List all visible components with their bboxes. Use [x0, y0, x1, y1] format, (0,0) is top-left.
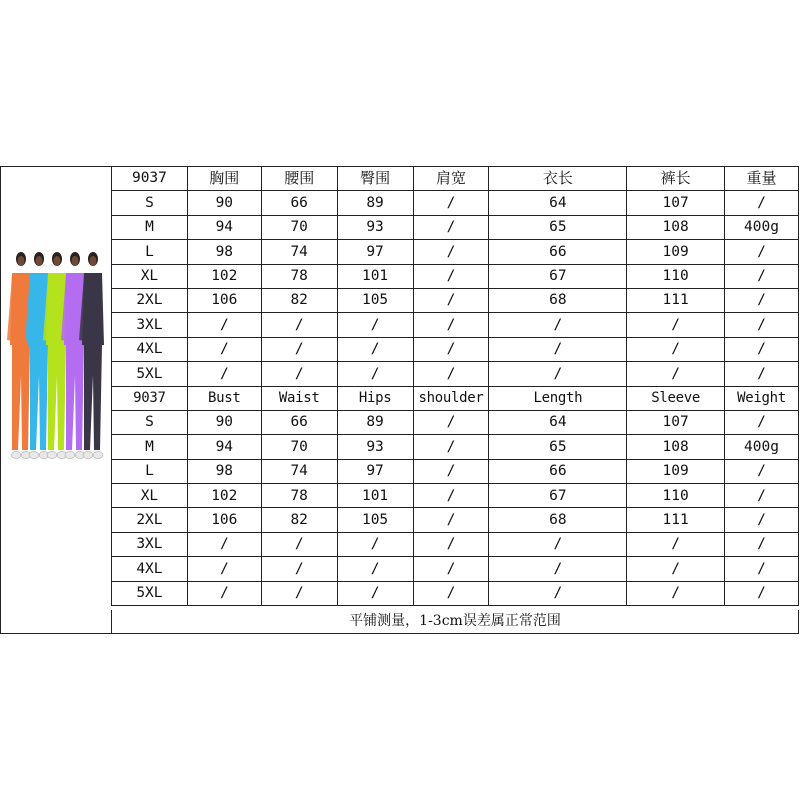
table-row — [112, 288, 799, 312]
table-cell: 64 — [489, 410, 627, 434]
table-cell: / — [725, 508, 799, 532]
table-cell: 68 — [489, 288, 627, 312]
header-row-en — [112, 386, 799, 410]
table-cell: / — [413, 484, 489, 508]
table-cell: 67 — [489, 264, 627, 288]
column-header: 9037 — [112, 167, 188, 191]
table-cell: 70 — [261, 435, 337, 459]
table-cell: 82 — [261, 508, 337, 532]
table-cell: / — [627, 362, 725, 386]
table-cell: / — [489, 557, 627, 581]
table-cell: / — [489, 581, 627, 605]
table-cell: / — [413, 240, 489, 264]
table-row — [112, 532, 799, 556]
table-cell: / — [725, 313, 799, 337]
table-cell: / — [489, 532, 627, 556]
table-cell: 105 — [337, 288, 413, 312]
table-cell: / — [413, 313, 489, 337]
table-cell: 97 — [337, 240, 413, 264]
table-cell: 110 — [627, 484, 725, 508]
table-cell: / — [261, 532, 337, 556]
table-cell: / — [413, 508, 489, 532]
table-row — [112, 435, 799, 459]
table-cell: 101 — [337, 264, 413, 288]
table-cell: / — [187, 532, 261, 556]
table-cell: / — [413, 581, 489, 605]
table-cell: / — [187, 362, 261, 386]
table-cell: 4XL — [112, 557, 188, 581]
table-cell: S — [112, 410, 188, 434]
table-cell: 109 — [627, 240, 725, 264]
table-cell: 2XL — [112, 288, 188, 312]
table-cell: / — [725, 557, 799, 581]
table-cell: / — [413, 362, 489, 386]
table-cell: / — [337, 313, 413, 337]
table-cell: 66 — [261, 410, 337, 434]
table-cell: / — [627, 532, 725, 556]
table-cell: 89 — [337, 410, 413, 434]
table-row — [112, 191, 799, 215]
table-cell: 67 — [489, 484, 627, 508]
table-cell: / — [413, 459, 489, 483]
column-header: 腰围 — [261, 167, 337, 191]
table-cell: / — [489, 362, 627, 386]
table-cell: 82 — [261, 288, 337, 312]
table-cell: 111 — [627, 288, 725, 312]
table-cell: 108 — [627, 215, 725, 239]
table-cell: L — [112, 459, 188, 483]
table-cell: 107 — [627, 410, 725, 434]
column-header: 9037 — [112, 386, 188, 410]
table-cell: / — [489, 337, 627, 361]
table-cell: 98 — [187, 459, 261, 483]
table-cell: / — [725, 362, 799, 386]
table-cell: 65 — [489, 435, 627, 459]
column-header: 裤长 — [627, 167, 725, 191]
table-cell: / — [725, 337, 799, 361]
column-header: 肩宽 — [413, 167, 489, 191]
table-cell: 400g — [725, 435, 799, 459]
table-cell: 106 — [187, 288, 261, 312]
table-cell: / — [261, 337, 337, 361]
table-cell: / — [489, 313, 627, 337]
table-cell: 74 — [261, 240, 337, 264]
table-cell: 105 — [337, 508, 413, 532]
table-cell: 102 — [187, 484, 261, 508]
table-cell: / — [725, 459, 799, 483]
column-header: Hips — [337, 386, 413, 410]
table-cell: 93 — [337, 435, 413, 459]
model-figure — [7, 252, 32, 459]
column-header: 重量 — [725, 167, 799, 191]
table-cell: 90 — [187, 410, 261, 434]
table-cell: / — [627, 557, 725, 581]
table-cell: 94 — [187, 435, 261, 459]
table-cell: XL — [112, 264, 188, 288]
table-cell: / — [187, 581, 261, 605]
table-cell: 107 — [627, 191, 725, 215]
table-cell: M — [112, 215, 188, 239]
table-cell: 94 — [187, 215, 261, 239]
table-cell: / — [187, 313, 261, 337]
table-cell: / — [413, 410, 489, 434]
table-cell: / — [725, 484, 799, 508]
table-cell: 400g — [725, 215, 799, 239]
table-cell: / — [413, 337, 489, 361]
product-photo-column — [0, 166, 111, 634]
table-cell: / — [725, 410, 799, 434]
table-row — [112, 581, 799, 605]
table-cell: 5XL — [112, 362, 188, 386]
column-header: Sleeve — [627, 386, 725, 410]
table-cell: / — [261, 313, 337, 337]
table-cell: / — [261, 362, 337, 386]
table-cell: S — [112, 191, 188, 215]
table-cell: 64 — [489, 191, 627, 215]
table-cell: / — [413, 191, 489, 215]
table-cell: / — [725, 288, 799, 312]
table-row — [112, 410, 799, 434]
table-cell: M — [112, 435, 188, 459]
table-cell: 98 — [187, 240, 261, 264]
column-header: 胸围 — [187, 167, 261, 191]
column-header: Weight — [725, 386, 799, 410]
table-cell: 66 — [489, 240, 627, 264]
column-header: 臀围 — [337, 167, 413, 191]
table-row — [112, 215, 799, 239]
table-cell: / — [187, 337, 261, 361]
table-cell: / — [725, 240, 799, 264]
table-cell: 65 — [489, 215, 627, 239]
table-cell: 66 — [489, 459, 627, 483]
table-cell: 93 — [337, 215, 413, 239]
column-header: Bust — [187, 386, 261, 410]
table-cell: / — [413, 264, 489, 288]
table-cell: 101 — [337, 484, 413, 508]
table-cell: / — [337, 532, 413, 556]
table-cell: 3XL — [112, 313, 188, 337]
table-cell: / — [413, 215, 489, 239]
table-cell: / — [413, 288, 489, 312]
table-cell: 78 — [261, 484, 337, 508]
column-header: Waist — [261, 386, 337, 410]
table-cell: 97 — [337, 459, 413, 483]
table-cell: / — [337, 581, 413, 605]
table-cell: 90 — [187, 191, 261, 215]
table-cell: / — [725, 532, 799, 556]
table-cell: 106 — [187, 508, 261, 532]
table-cell: / — [187, 557, 261, 581]
column-header: shoulder — [413, 386, 489, 410]
table-cell: / — [627, 581, 725, 605]
table-row — [112, 313, 799, 337]
table-cell: / — [337, 337, 413, 361]
table-cell: / — [627, 313, 725, 337]
table-cell: / — [725, 191, 799, 215]
table-cell: 108 — [627, 435, 725, 459]
table-cell: 5XL — [112, 581, 188, 605]
table-row — [112, 362, 799, 386]
table-row — [112, 508, 799, 532]
table-row — [112, 337, 799, 361]
table-cell: 4XL — [112, 337, 188, 361]
product-models-image — [7, 245, 111, 475]
table-cell: / — [261, 557, 337, 581]
table-cell: 66 — [261, 191, 337, 215]
table-row — [112, 264, 799, 288]
table-cell: / — [337, 557, 413, 581]
table-cell: / — [627, 337, 725, 361]
size-table — [111, 166, 799, 606]
header-row-cn — [112, 167, 799, 191]
table-cell: 102 — [187, 264, 261, 288]
column-header: Length — [489, 386, 627, 410]
table-row — [112, 484, 799, 508]
table-cell: 3XL — [112, 532, 188, 556]
table-cell: 68 — [489, 508, 627, 532]
table-cell: / — [337, 362, 413, 386]
measurement-note: 平铺测量，1-3cm误差属正常范围 — [111, 610, 799, 634]
table-cell: / — [413, 532, 489, 556]
table-cell: 89 — [337, 191, 413, 215]
table-cell: 78 — [261, 264, 337, 288]
table-cell: 74 — [261, 459, 337, 483]
table-cell: / — [413, 557, 489, 581]
table-cell: / — [261, 581, 337, 605]
table-cell: 110 — [627, 264, 725, 288]
table-row — [112, 557, 799, 581]
column-header: 衣长 — [489, 167, 627, 191]
table-cell: 2XL — [112, 508, 188, 532]
size-chart — [0, 166, 799, 634]
table-row — [112, 459, 799, 483]
table-row — [112, 240, 799, 264]
table-cell: / — [413, 435, 489, 459]
table-cell: XL — [112, 484, 188, 508]
table-cell: 109 — [627, 459, 725, 483]
table-cell: 70 — [261, 215, 337, 239]
table-cell: L — [112, 240, 188, 264]
table-cell: / — [725, 581, 799, 605]
table-cell: 111 — [627, 508, 725, 532]
table-cell: / — [725, 264, 799, 288]
